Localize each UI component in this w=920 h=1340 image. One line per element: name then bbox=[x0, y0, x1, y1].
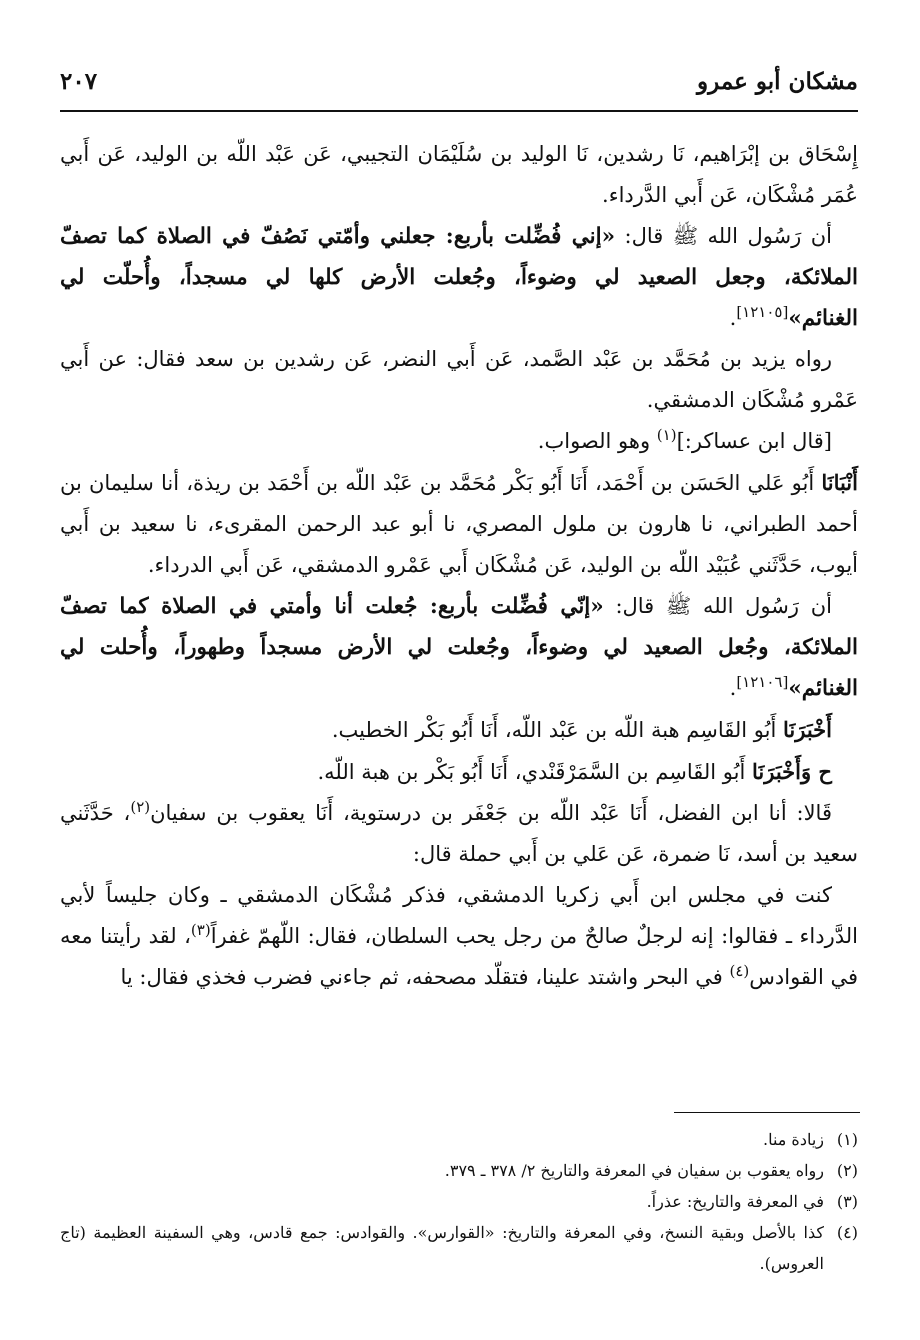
story-paragraph bbox=[60, 875, 858, 998]
transmission-term: أَخْبَرَنَا bbox=[783, 717, 832, 742]
main-text bbox=[60, 134, 858, 998]
editor-note: [قال ابن عساكر:] bbox=[676, 429, 832, 453]
isnad-text: أَبُو عَلي الحَسَن بن أَحْمَد، أَنَا أَبُو بَكْر مُحَمَّد بن عَبْد اللّه بن أَحْمَد بن ريذة، أنا سليمان بن أحمد الطبراني، نا هارون بن ملول المصري، نا أبو عبد الرحمن المقرىء، نا سعيد بن أَبي أيوب، حَدَّثَني عُبَيْد اللّه بن الوليد، عَن مُشْكَان أَبي عَمْرو الدمشقي، عَن أَبي الدرداء. bbox=[60, 471, 858, 577]
isnad-text: أَبُو القَاسِم هبة اللّه بن عَبْد اللّه، أَنَا أَبُو بَكْر الخطيب. bbox=[331, 718, 777, 742]
editor-note-tail: وهو الصواب. bbox=[537, 429, 651, 453]
isnad-paragraph-3 bbox=[60, 709, 858, 751]
isnad-text: أَبُو القَاسِم بن السَّمَرْقَنْدي، أَنَا أَبُو بَكْر بن هبة اللّه. bbox=[317, 760, 746, 784]
isnad-paragraph-5 bbox=[60, 793, 858, 875]
footnote-text: كذا بالأصل وبقية النسخ، وفي المعرفة والتاريخ: «القوارس». والقوادس: جمع قادس، وهي السفينة العظيمة (تاج العروس). bbox=[60, 1223, 824, 1273]
story-text-a: كنت في مجلس ابن أَبي زكريا الدمشقي، فذكر مُشْكَان الدمشقي ـ وكان جليساً لأبي الدَّرداء ـ فقالوا: إنه لرجلٌ صالحٌ من رجل يحب السلطان، فقال: اللّهمّ غفراً bbox=[60, 883, 858, 948]
isnad-tail: ، حَدَّثَني سعيد بن أسد، نَا ضمرة، عَن عَلي بن أَبي حملة قال: bbox=[60, 801, 858, 866]
footnote-text: زيادة منا. bbox=[762, 1130, 824, 1149]
isnad-text: قَالا: أنا ابن الفضل، أَنَا عَبْد اللّه بن جَعْفَر بن درستوية، أَنَا يعقوب بن سفيان bbox=[150, 801, 832, 825]
hadith-text: «إني فُضِّلت بأربع: جعلني وأمّتي نَصُفّ في الصلاة كما تصفّ الملائكة، وجعل الصعيد لي وضوءاً، وجُعلت الأرض كلها لي مسجداً، وأُحلّت لي الغنائم» bbox=[60, 224, 858, 331]
story-text-b: ، لقد رأيتنا معه في القوادس bbox=[60, 924, 858, 989]
hadith-paragraph-1: أن رَسُول الله ﷺ قال: «إني فُضِّلت بأربع: جعلني وأمّتي نَصُفّ في الصلاة كما تصفّ الملائكة، وجعل الصعيد لي وضوءاً، وجُعلت الأرض كلها لي مسجداً، وأُحلّت لي الغنائم»[١٢١٠٥]. bbox=[60, 224, 858, 331]
footnote-rule bbox=[674, 1112, 860, 1113]
footnote-item bbox=[60, 1155, 858, 1186]
hadith-number: [١٢١٠٦] bbox=[736, 673, 789, 691]
footnotes bbox=[60, 1124, 858, 1279]
footnote-ref-2: (٢) bbox=[130, 798, 151, 816]
page-number: ٢٠٧ bbox=[60, 68, 98, 95]
story-text-c: في البحر واشتد علينا، فتقلّد مصحفه، ثم جاءني فضرب فخذي فقال: يا bbox=[120, 965, 723, 989]
page-header bbox=[60, 64, 858, 104]
isnad-paragraph-4 bbox=[60, 751, 858, 793]
header-rule bbox=[60, 110, 858, 112]
footnote-item bbox=[60, 1186, 858, 1217]
footnote-number: (١) bbox=[836, 1130, 858, 1149]
footnote-item bbox=[60, 1217, 858, 1279]
hadith-paragraph-2: أن رَسُول الله ﷺ قال: «إنّي فُضِّلت بأربع: جُعلت أنا وأمتي في الصلاة كما تصفّ الملائكة، وجُعل الصعيد لي وضوءاً، وجُعلت لي الأرض مسجداً وطهوراً، وأُحلت لي الغنائم»[١٢١٠٦]. bbox=[60, 594, 858, 701]
running-title: مشكان أبو عمرو bbox=[697, 68, 858, 95]
transmission-term: ح وَأَخْبَرَنَا bbox=[752, 759, 832, 784]
hadith-text: «إنّي فُضِّلت بأربع: جُعلت أنا وأمتي في الصلاة كما تصفّ الملائكة، وجُعل الصعيد لي وضوءاً، وجُعلت لي الأرض مسجداً وطهوراً، وأُحلت لي الغنائم» bbox=[60, 594, 858, 701]
footnote-text: رواه يعقوب بن سفيان في المعرفة والتاريخ ٢/ ٣٧٨ ـ ٣٧٩. bbox=[444, 1161, 824, 1180]
footnote-ref-4: (٤) bbox=[729, 962, 750, 980]
footnote-text: في المعرفة والتاريخ: عذراً. bbox=[646, 1192, 824, 1211]
footnote-ref-1: (١) bbox=[656, 426, 677, 444]
hadith-number: [١٢١٠٥] bbox=[736, 303, 789, 321]
narration-paragraph: رواه يزيد بن مُحَمَّد بن عَبْد الصَّمد، عَن أَبي النضر، عَن رشدين بن سعد فقال: عن أَبي عَمْرو مُشْكَان الدمشقي. bbox=[60, 347, 858, 412]
isnad-paragraph-1: إِسْحَاق بن إبْرَاهيم، نَا رشدين، نَا الوليد بن سُلَيْمَان التجيبي، عَن عَبْد اللّه بن الوليد، عَن أَبي عُمَر مُشْكَان، عَن أَبي الدَّرداء. bbox=[60, 142, 858, 207]
footnote-item bbox=[60, 1124, 858, 1155]
hadith-intro: أن رَسُول الله ﷺ قال: bbox=[624, 224, 832, 248]
hadith-intro: أن رَسُول الله ﷺ قال: bbox=[615, 594, 832, 618]
footnote-number: (٢) bbox=[836, 1161, 858, 1180]
isnad-paragraph-2 bbox=[60, 462, 858, 586]
editor-note-paragraph bbox=[60, 421, 858, 462]
transmission-term: أَنْبَانَا bbox=[821, 470, 858, 495]
footnote-number: (٣) bbox=[836, 1192, 858, 1211]
footnote-ref-3: (٣) bbox=[190, 921, 211, 939]
footnote-number: (٤) bbox=[836, 1223, 858, 1242]
